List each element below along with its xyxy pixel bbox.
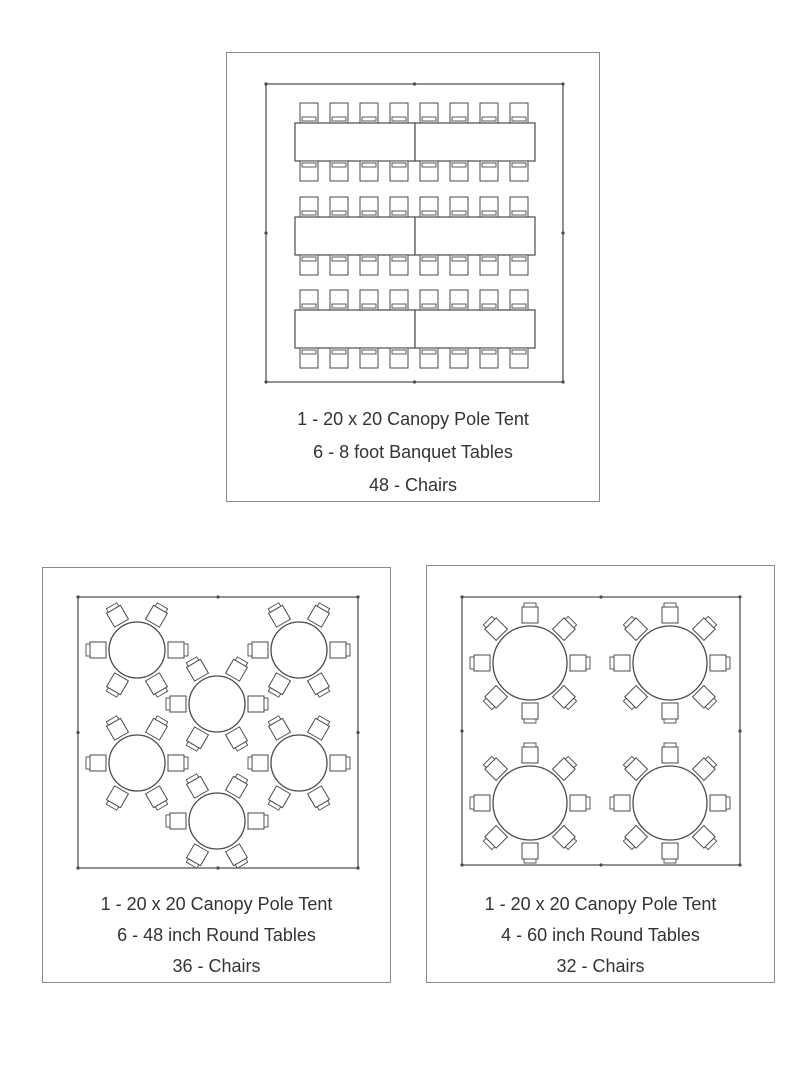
chair-back — [482, 211, 496, 215]
chair-back — [248, 644, 252, 656]
chair — [300, 197, 318, 217]
chair — [330, 255, 348, 275]
chair — [308, 715, 332, 740]
chair — [330, 755, 350, 771]
chair-seat — [662, 843, 678, 859]
chair — [390, 348, 408, 368]
chair — [248, 813, 268, 829]
chair — [510, 348, 528, 368]
chair-back — [362, 211, 376, 215]
chair-back — [664, 859, 676, 863]
chair — [185, 844, 209, 869]
tent-pole — [561, 380, 564, 383]
banquet-table — [295, 217, 415, 255]
chair — [330, 197, 348, 217]
chair-back — [512, 350, 526, 354]
chair — [168, 642, 188, 658]
round-table-set — [86, 715, 188, 811]
chair — [267, 786, 291, 811]
chair-back — [302, 257, 316, 261]
tent-pole — [413, 380, 416, 383]
chair — [360, 161, 378, 181]
chair-back — [422, 350, 436, 354]
chair — [185, 727, 209, 752]
chair — [390, 161, 408, 181]
chair-back — [610, 657, 614, 669]
chair — [360, 348, 378, 368]
chair — [86, 755, 106, 771]
chair-back — [362, 117, 376, 121]
chair — [662, 703, 678, 723]
chair-back — [86, 757, 90, 769]
chair-back — [264, 815, 268, 827]
round-table — [109, 622, 165, 678]
tent-pole — [76, 731, 79, 734]
chair — [470, 795, 490, 811]
chair-back — [166, 815, 170, 827]
tent-pole — [264, 82, 267, 85]
chair — [480, 197, 498, 217]
chair-back — [422, 117, 436, 121]
chair-seat — [570, 795, 586, 811]
chair — [267, 715, 291, 740]
chair-seat — [522, 607, 538, 623]
chair-seat — [710, 655, 726, 671]
chair-back — [302, 163, 316, 167]
chair — [480, 255, 498, 275]
chair-back — [512, 257, 526, 261]
tent-pole — [738, 729, 741, 732]
chair-seat — [522, 703, 538, 719]
chair — [390, 290, 408, 310]
chair-back — [586, 657, 590, 669]
round-table — [493, 626, 567, 700]
chair-back — [726, 797, 730, 809]
round-table — [493, 766, 567, 840]
chair — [510, 161, 528, 181]
tent-pole — [356, 866, 359, 869]
round-table-set — [470, 603, 590, 723]
chair — [308, 673, 332, 698]
chairs-label: 32 - Chairs — [556, 956, 645, 976]
chair-back — [302, 350, 316, 354]
chair-back — [362, 350, 376, 354]
chair — [166, 696, 186, 712]
chair-seat — [474, 795, 490, 811]
chair — [420, 197, 438, 217]
chair — [146, 786, 170, 811]
round-table-set — [248, 602, 350, 698]
chair-back — [362, 257, 376, 261]
chair — [662, 603, 678, 623]
chair-back — [524, 859, 536, 863]
chair — [390, 197, 408, 217]
chair — [420, 290, 438, 310]
chair-back — [452, 304, 466, 308]
chair — [522, 603, 538, 623]
chair — [300, 290, 318, 310]
round-60-floor-plan — [427, 566, 776, 881]
chair-back — [332, 211, 346, 215]
chair-back — [392, 163, 406, 167]
chair — [330, 642, 350, 658]
chair — [166, 813, 186, 829]
chair-back — [586, 797, 590, 809]
banquet-table — [295, 123, 415, 161]
chair-back — [524, 603, 536, 607]
chair — [267, 602, 291, 627]
chair — [662, 743, 678, 763]
chair-back — [452, 211, 466, 215]
chair — [308, 602, 332, 627]
chair-seat — [170, 696, 186, 712]
chair-back — [332, 163, 346, 167]
chair — [185, 656, 209, 681]
chair — [308, 786, 332, 811]
chair — [226, 844, 250, 869]
chair-back — [392, 304, 406, 308]
chair-back — [302, 211, 316, 215]
chair-back — [452, 257, 466, 261]
chair — [450, 348, 468, 368]
tent-pole — [599, 863, 602, 866]
chair-back — [422, 257, 436, 261]
chair — [610, 655, 630, 671]
chair — [360, 255, 378, 275]
chair-back — [482, 304, 496, 308]
chair — [470, 655, 490, 671]
tent-pole — [460, 729, 463, 732]
tent-pole — [561, 231, 564, 234]
chair-back — [482, 163, 496, 167]
tent-pole — [216, 595, 219, 598]
chair-back — [392, 117, 406, 121]
round-table-set — [86, 602, 188, 698]
tables-label: 4 - 60 inch Round Tables — [501, 925, 700, 945]
chair — [226, 773, 250, 798]
chair — [330, 103, 348, 123]
chair-seat — [522, 843, 538, 859]
chair — [105, 715, 129, 740]
chair — [510, 290, 528, 310]
chair-seat — [662, 703, 678, 719]
chair — [420, 348, 438, 368]
chair-back — [332, 304, 346, 308]
round-table — [633, 766, 707, 840]
chair-back — [264, 698, 268, 710]
chair-back — [512, 304, 526, 308]
chair-back — [524, 719, 536, 723]
chair — [510, 255, 528, 275]
round-table — [633, 626, 707, 700]
banquet-table — [415, 217, 535, 255]
chair-seat — [252, 755, 268, 771]
chair — [522, 743, 538, 763]
chair-back — [422, 304, 436, 308]
chair — [300, 255, 318, 275]
chair-back — [664, 719, 676, 723]
round-table-set — [166, 773, 268, 869]
chair — [450, 290, 468, 310]
round-48-floor-plan — [43, 568, 392, 883]
chair — [610, 795, 630, 811]
tent-pole — [76, 595, 79, 598]
chair — [480, 161, 498, 181]
chair-back — [332, 257, 346, 261]
chair — [420, 103, 438, 123]
chair-back — [184, 757, 188, 769]
chair — [226, 656, 250, 681]
round-table — [271, 622, 327, 678]
chair-back — [482, 257, 496, 261]
tent-pole — [413, 82, 416, 85]
chair-back — [422, 211, 436, 215]
chair-seat — [168, 755, 184, 771]
chairs-label: 48 - Chairs — [368, 475, 458, 495]
chair — [420, 161, 438, 181]
chair-back — [392, 350, 406, 354]
chair — [522, 703, 538, 723]
tent-pole — [356, 595, 359, 598]
chair — [480, 348, 498, 368]
chair — [146, 715, 170, 740]
chair — [710, 795, 730, 811]
chair — [450, 255, 468, 275]
chair — [267, 673, 291, 698]
banquet-floor-plan — [227, 53, 601, 403]
round-table — [189, 676, 245, 732]
chair — [510, 103, 528, 123]
chair — [390, 103, 408, 123]
tables-label: 6 - 48 inch Round Tables — [117, 925, 316, 945]
chair — [226, 727, 250, 752]
chair-back — [452, 117, 466, 121]
chair — [248, 696, 268, 712]
round-60-layout-panel — [426, 565, 775, 983]
chair — [86, 642, 106, 658]
chair — [480, 290, 498, 310]
chair-back — [346, 757, 350, 769]
chair-back — [362, 163, 376, 167]
chair-back — [302, 304, 316, 308]
chair-back — [392, 257, 406, 261]
chair-seat — [248, 696, 264, 712]
chair-back — [184, 644, 188, 656]
tent-pole — [460, 863, 463, 866]
chair — [168, 755, 188, 771]
chair-back — [248, 757, 252, 769]
chair-back — [512, 163, 526, 167]
chair-back — [362, 304, 376, 308]
banquet-layout-caption — [227, 403, 599, 502]
chair — [105, 673, 129, 698]
chair — [330, 290, 348, 310]
chair-back — [524, 743, 536, 747]
round-table-set — [166, 656, 268, 752]
chair-back — [512, 117, 526, 121]
round-table — [271, 735, 327, 791]
chair-seat — [662, 607, 678, 623]
chair-seat — [168, 642, 184, 658]
round-table-set — [248, 715, 350, 811]
tent-label: 1 - 20 x 20 Canopy Pole Tent — [297, 409, 529, 429]
chair-back — [664, 603, 676, 607]
chair-seat — [90, 642, 106, 658]
chair-back — [610, 797, 614, 809]
chair — [105, 786, 129, 811]
banquet-table — [415, 123, 535, 161]
tent-pole — [460, 595, 463, 598]
tent-pole — [76, 866, 79, 869]
chair — [480, 103, 498, 123]
chair-back — [482, 350, 496, 354]
chair — [185, 773, 209, 798]
chair-back — [664, 743, 676, 747]
chair-seat — [170, 813, 186, 829]
round-table — [109, 735, 165, 791]
chair — [248, 642, 268, 658]
round-table-set — [470, 743, 590, 863]
chair-seat — [614, 795, 630, 811]
chair-back — [470, 657, 474, 669]
tent-pole — [264, 380, 267, 383]
chair — [360, 197, 378, 217]
tent-pole — [738, 595, 741, 598]
chair — [248, 755, 268, 771]
chair — [390, 255, 408, 275]
tent-pole — [561, 82, 564, 85]
chair — [360, 290, 378, 310]
chair-back — [512, 211, 526, 215]
chair-seat — [710, 795, 726, 811]
chair-back — [726, 657, 730, 669]
round-60-layout-caption — [427, 889, 774, 982]
tent-pole — [356, 731, 359, 734]
chair-seat — [614, 655, 630, 671]
banquet-table — [295, 310, 415, 348]
chair-seat — [248, 813, 264, 829]
banquet-table — [415, 310, 535, 348]
chair — [522, 843, 538, 863]
chair-seat — [252, 642, 268, 658]
chair — [300, 348, 318, 368]
chair-back — [482, 117, 496, 121]
chair — [330, 161, 348, 181]
chair-seat — [522, 747, 538, 763]
chair — [570, 795, 590, 811]
chair — [450, 103, 468, 123]
round-48-layout-caption — [43, 889, 390, 982]
round-table-set — [610, 743, 730, 863]
chair-back — [470, 797, 474, 809]
chair — [146, 602, 170, 627]
chair-back — [452, 350, 466, 354]
chair-seat — [570, 655, 586, 671]
round-table — [189, 793, 245, 849]
tent-pole — [599, 595, 602, 598]
chair-back — [86, 644, 90, 656]
chair-seat — [662, 747, 678, 763]
chair — [570, 655, 590, 671]
chairs-label: 36 - Chairs — [172, 956, 261, 976]
chair-seat — [474, 655, 490, 671]
banquet-layout-panel — [226, 52, 600, 502]
chair-back — [452, 163, 466, 167]
chair — [330, 348, 348, 368]
round-48-layout-panel — [42, 567, 391, 983]
round-table-set — [610, 603, 730, 723]
chair-seat — [90, 755, 106, 771]
chair-seat — [330, 755, 346, 771]
chair-back — [166, 698, 170, 710]
chair-back — [302, 117, 316, 121]
chair — [146, 673, 170, 698]
chair-back — [332, 350, 346, 354]
chair — [105, 602, 129, 627]
tent-pole — [738, 863, 741, 866]
chair — [510, 197, 528, 217]
tent-label: 1 - 20 x 20 Canopy Pole Tent — [100, 894, 333, 914]
tables-label: 6 - 8 foot Banquet Tables — [313, 442, 513, 462]
tent-pole — [264, 231, 267, 234]
chair-seat — [330, 642, 346, 658]
chair — [300, 161, 318, 181]
chair — [450, 161, 468, 181]
chair — [420, 255, 438, 275]
chair-back — [422, 163, 436, 167]
chair — [662, 843, 678, 863]
chair-back — [392, 211, 406, 215]
chair — [360, 103, 378, 123]
tent-pole — [216, 866, 219, 869]
chair — [710, 655, 730, 671]
chair — [300, 103, 318, 123]
chair — [450, 197, 468, 217]
tent-label: 1 - 20 x 20 Canopy Pole Tent — [484, 894, 717, 914]
chair-back — [346, 644, 350, 656]
chair-back — [332, 117, 346, 121]
